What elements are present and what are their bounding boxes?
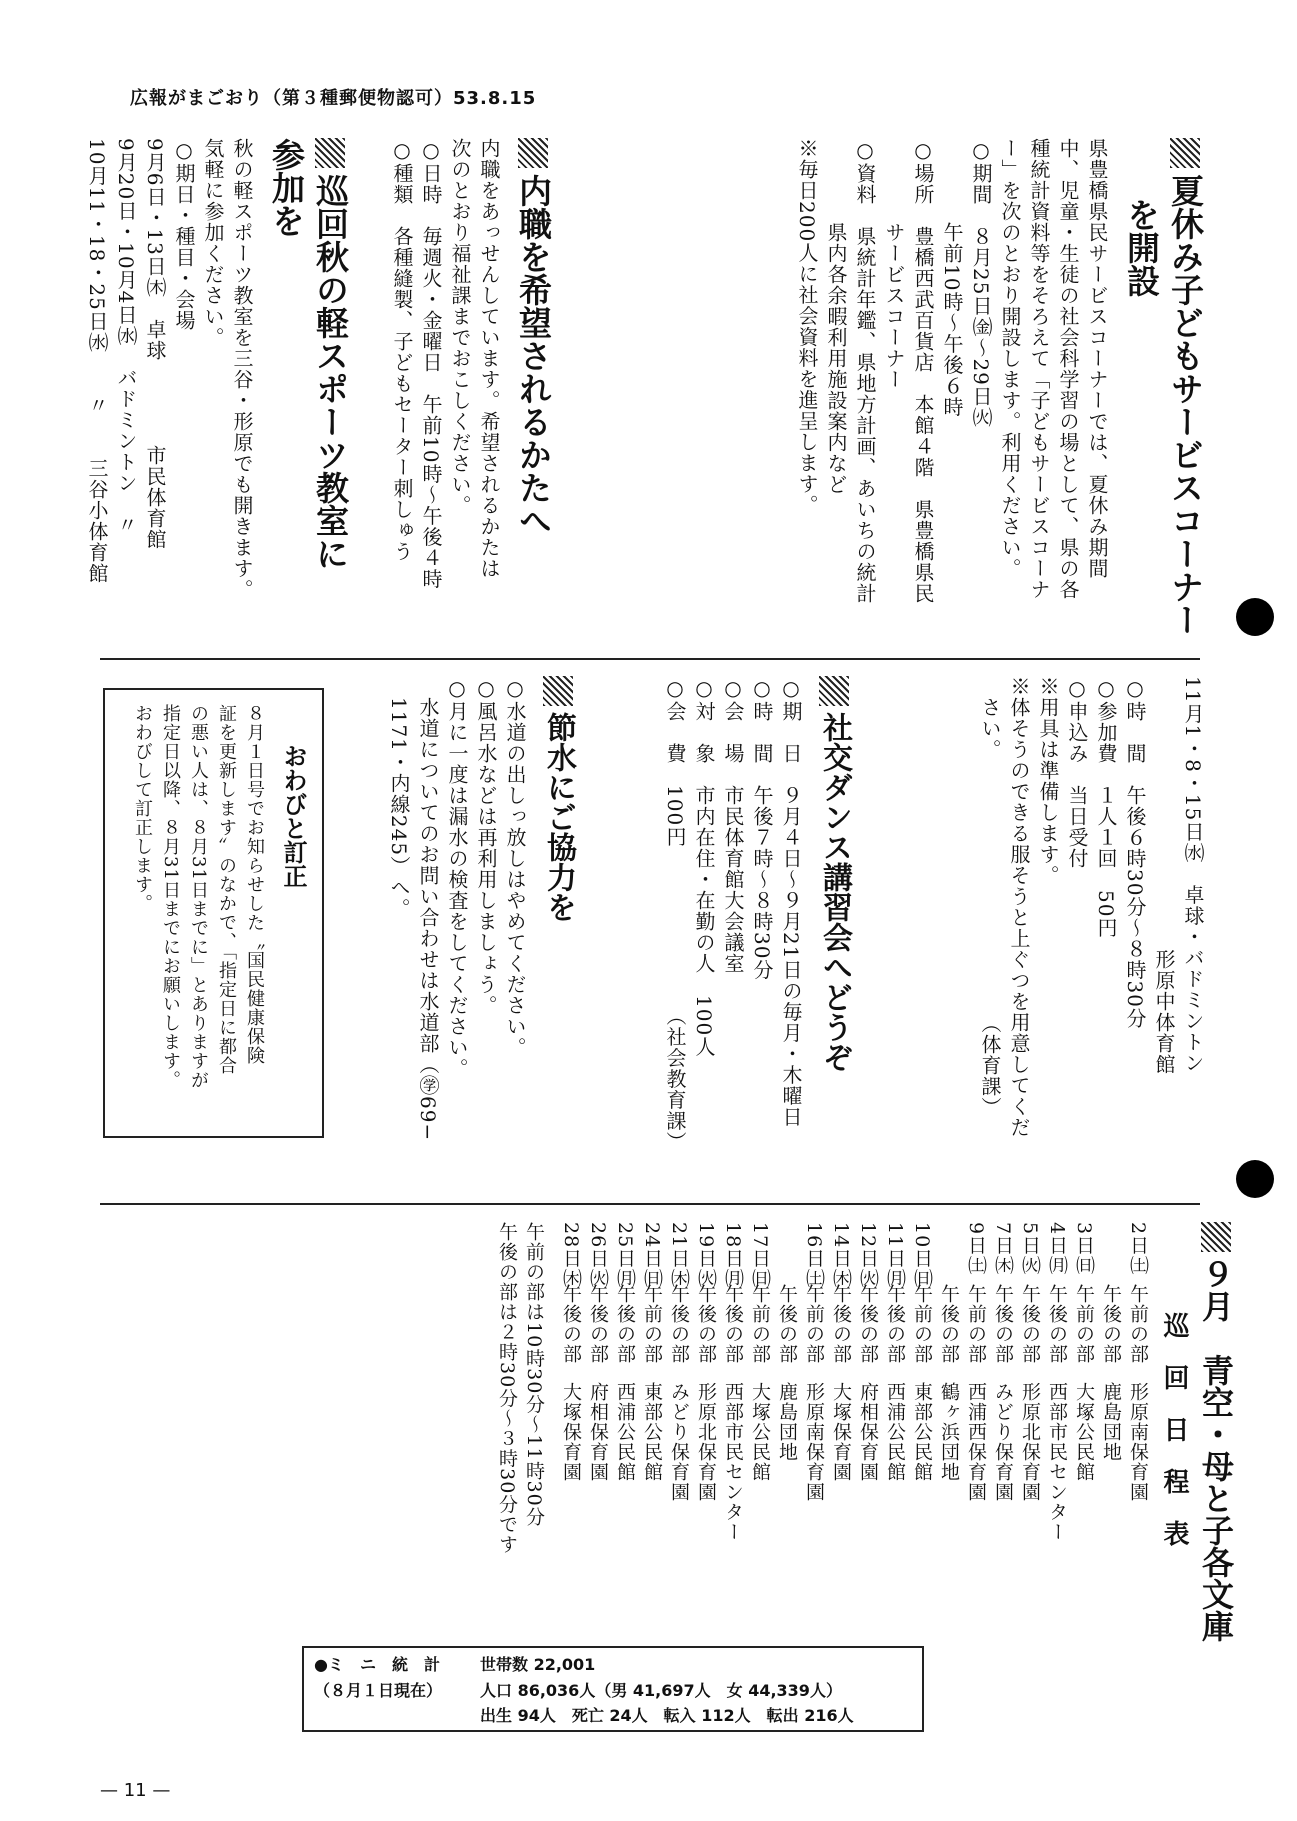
article-line: 9月20日・10月4日㈬ バドミントン 〃 — [114, 138, 138, 536]
hatch-marker — [315, 138, 345, 168]
article-line: 午前10時〜午後６時 — [940, 138, 964, 418]
schedule-place: 東部公民館 — [911, 1382, 933, 1482]
article-line: 県内各余暇利用施設案内など — [824, 138, 848, 495]
autumn-sports-title: 巡回秋の軽スポーツ教室に — [308, 138, 352, 643]
schedule-session: 午前の部 — [911, 1284, 933, 1364]
article-line: ○会 費 100円 （社会教育課） — [663, 676, 687, 1153]
article-line: ○期間 ８月25日㈮〜29日㈫ — [969, 138, 993, 428]
schedule-place: 鹿島団地 — [1100, 1382, 1122, 1462]
schedule-session: 午後の部 — [857, 1284, 879, 1364]
schedule-row — [827, 1222, 854, 1642]
schedule-day: 9日㈯ — [965, 1222, 987, 1276]
schedule-place: 大塚保育園 — [560, 1382, 582, 1482]
schedule-day: 10日㈰ — [911, 1222, 933, 1289]
schedule-session: 午前の部 — [803, 1284, 825, 1364]
article-line: ※用具は準備します。 — [1036, 676, 1060, 886]
schedule-session: 午後の部 — [587, 1284, 609, 1364]
article-line: 種統計資料等をそろえて「子どもサービスコーナ — [1027, 138, 1051, 600]
article-line: 内職をあっせんしています。希望されるかたは — [477, 138, 501, 579]
schedule-day: 24日㈰ — [641, 1222, 663, 1289]
article-line: の悪い人は、８月31日までに」とありますが — [188, 704, 209, 1090]
article-line: さい。 （体育課） — [978, 676, 1002, 1118]
hatch-marker — [543, 676, 573, 706]
schedule-row — [962, 1222, 989, 1642]
schedule-session: 午後の部 — [884, 1284, 906, 1364]
article-line: 1171・内線245）へ。 — [387, 676, 411, 920]
schedule-row — [584, 1222, 611, 1642]
schedule-row — [1097, 1222, 1124, 1642]
schedule-note: 午後の部は２時30分〜３時30分です — [496, 1222, 518, 1555]
schedule-place: 大塚公民館 — [749, 1382, 771, 1482]
schedule-day: 5日㈫ — [1019, 1222, 1041, 1276]
section-divider — [100, 1203, 1200, 1205]
schedule-day: 28日㈭ — [560, 1222, 582, 1289]
article-line: ※体そうのできる服そうと上ぐつを用意してくだ — [1007, 676, 1031, 1138]
summer-corner-subtitle: を開設 — [1122, 198, 1161, 297]
schedule-session: 午後の部 — [695, 1284, 717, 1364]
stats-population: 人口 86,036人（男 41,697人 女 44,339人） — [480, 1681, 842, 1700]
schedule-row — [1070, 1222, 1097, 1642]
article-line: 指定日以降、８月31日までにお願いします。 — [160, 704, 181, 1090]
schedule-place: 大塚保育園 — [830, 1382, 852, 1482]
publication-header: 広報がまごおり（第３種郵便物認可）53.8.15 — [130, 88, 537, 109]
schedule-place: みどり保育園 — [668, 1382, 690, 1502]
schedule-day: 2日㈯ — [1127, 1222, 1149, 1276]
schedule-row — [935, 1222, 962, 1642]
schedule-row — [800, 1222, 827, 1642]
schedule-place: 府相保育園 — [857, 1382, 879, 1482]
article-line: ○会 場 市民体育館大会議室 — [721, 676, 745, 974]
article-line: 11月1・8・15日㈬ 卓球・バドミントン — [1181, 676, 1205, 1074]
article-line: 中、児童・生徒の社会科学習の場として、県の各 — [1056, 138, 1080, 600]
schedule-row — [692, 1222, 719, 1642]
punch-hole — [1236, 1160, 1274, 1198]
schedule-session: 午前の部 — [1127, 1284, 1149, 1364]
article-line: 次のとおり福祉課までおこしください。 — [448, 138, 472, 516]
schedule-place: 大塚公民館 — [1073, 1382, 1095, 1482]
section-divider — [100, 658, 1200, 660]
bunko-schedule — [493, 1222, 1237, 1642]
water-saving-article — [384, 676, 579, 1186]
article-line: ○時 間 午後６時30分〜８時30分 — [1123, 676, 1147, 1029]
schedule-day: 3日㈰ — [1073, 1222, 1095, 1276]
article-line: ○風呂水などは再利用しましょう。 — [474, 676, 498, 1016]
article-line: 秋の軽スポーツ教室を三谷・形原でも開きます。 — [230, 138, 254, 600]
schedule-session: 午後の部 — [1019, 1284, 1041, 1364]
schedule-row — [746, 1222, 773, 1642]
article-line: 証を更新します〟のなかで、「指定日に都合 — [216, 704, 237, 1075]
stats-label: ●ミ ニ 統 計 — [314, 1655, 440, 1674]
punch-hole — [1236, 598, 1274, 636]
hatch-marker — [819, 676, 849, 706]
schedule-place: 形原南保育園 — [1127, 1382, 1149, 1502]
schedule-session: 午後の部 — [776, 1284, 798, 1364]
article-line: ○水道の出しっ放しはやめてください。 — [503, 676, 527, 1058]
schedule-place: 鹿島団地 — [776, 1382, 798, 1462]
schedule-session: 午後の部 — [614, 1284, 636, 1364]
schedule-row — [1043, 1222, 1070, 1642]
stats-date: （８月１日現在） — [314, 1681, 443, 1700]
schedule-row — [773, 1222, 800, 1642]
autumn-sports-article — [82, 138, 352, 643]
schedule-place: 府相保育園 — [587, 1382, 609, 1482]
schedule-session: 午後の部 — [1100, 1284, 1122, 1364]
schedule-row — [611, 1222, 638, 1642]
social-dance-title: 社交ダンス講習会へどうぞ — [813, 676, 855, 1186]
summer-corner-article — [792, 138, 1207, 643]
schedule-row — [665, 1222, 692, 1642]
apology-box — [103, 688, 324, 1138]
schedule-session: 午後の部 — [938, 1284, 960, 1364]
article-line: ○資料 県統計年鑑、県地方計画、あいちの統計 — [853, 138, 877, 604]
article-line: ８月１日号でお知らせした〝国民健康保険 — [244, 704, 265, 1065]
article-line: ○参加費 １人１回 50円 — [1094, 676, 1118, 939]
schedule-session: 午後の部 — [668, 1284, 690, 1364]
schedule-place: 東部公民館 — [641, 1382, 663, 1482]
schedule-place: 形原北保育園 — [1019, 1382, 1041, 1502]
hatch-marker — [1201, 1222, 1231, 1252]
schedule-place: 西部市民センター — [722, 1382, 744, 1542]
schedule-day: 21日㈭ — [668, 1222, 690, 1289]
schedule-session: 午前の部 — [749, 1284, 771, 1364]
article-line: ※毎日200人に社会資料を進呈します。 — [795, 138, 819, 516]
schedule-row — [1016, 1222, 1043, 1642]
schedule-day: 26日㈫ — [587, 1222, 609, 1289]
schedule-day: 14日㈭ — [830, 1222, 852, 1289]
summer-corner-title: 夏休み子どもサービスコーナー — [1163, 138, 1207, 643]
article-line: ー」を次のとおり開設します。利用ください。 — [998, 138, 1022, 579]
schedule-row — [989, 1222, 1016, 1642]
article-line: ○期 日 ９月４日〜９月21日の毎月・木曜日 — [779, 676, 803, 1128]
schedule-session: 午後の部 — [830, 1284, 852, 1364]
hatch-marker — [518, 138, 548, 168]
article-line: ○対 象 市内在住・在勤の人 100人 — [692, 676, 716, 1058]
schedule-subtitle: 巡 回 日 程 表 — [1159, 1312, 1189, 1546]
schedule-session: 午前の部 — [965, 1284, 987, 1364]
schedule-place: 西浦公民館 — [884, 1382, 906, 1482]
article-line: 10月11・18・25日㈬ 〃 三谷小体育館 — [85, 138, 109, 584]
schedule-day: 7日㈭ — [992, 1222, 1014, 1276]
schedule-title: ９月 青空・母と子各文庫 — [1195, 1222, 1237, 1642]
home-work-title: 内職を希望されるかたへ — [511, 138, 555, 643]
schedule-day: 12日㈫ — [857, 1222, 879, 1289]
article-line: ○申込み 当日受付 — [1065, 676, 1089, 869]
schedule-day: 11日㈪ — [884, 1222, 906, 1289]
article-line: おわびして訂正します。 — [132, 704, 153, 913]
schedule-row — [1124, 1222, 1151, 1642]
schedule-day: 16日㈯ — [803, 1222, 825, 1289]
autumn-sports-subtitle: 参加を — [267, 138, 306, 237]
schedule-row — [719, 1222, 746, 1642]
page-number: — 11 — — [100, 1780, 171, 1801]
schedule-place: みどり保育園 — [992, 1382, 1014, 1502]
article-line: 水道についてのお問い合わせは水道部（㊫69− — [416, 676, 440, 1142]
schedule-session: 午後の部 — [560, 1284, 582, 1364]
schedule-session: 午前の部 — [641, 1284, 663, 1364]
social-dance-article — [660, 676, 855, 1186]
article-line: ○月に一度は漏水の検査をしてください。 — [445, 676, 469, 1079]
schedule-row — [908, 1222, 935, 1642]
schedule-row — [854, 1222, 881, 1642]
water-saving-title: 節水にご協力を — [537, 676, 579, 1186]
schedule-row — [881, 1222, 908, 1642]
schedule-day: 4日㈪ — [1046, 1222, 1068, 1276]
article-line: 気軽に参加ください。 — [201, 138, 225, 348]
schedule-session: 午後の部 — [722, 1284, 744, 1364]
schedule-place: 形原南保育園 — [803, 1382, 825, 1502]
schedule-place: 西浦西保育園 — [965, 1382, 987, 1502]
home-work-article — [387, 138, 555, 643]
article-line: 形原中体育館 — [1152, 676, 1176, 1075]
schedule-row — [557, 1222, 584, 1642]
schedule-day: 18日㈪ — [722, 1222, 744, 1289]
article-line: ○期日・種目・会場 — [172, 138, 196, 331]
article-line: ○種類 各種縫製、子どもセーター刺しゅう — [390, 138, 414, 562]
schedule-session: 午後の部 — [1046, 1284, 1068, 1364]
article-line: ○時 間 午後７時〜８時30分 — [750, 676, 774, 981]
article-line: 県豊橋県民サービスコーナーでは、夏休み期間 — [1085, 138, 1109, 579]
schedule-place: 西部市民センター — [1046, 1382, 1068, 1542]
schedule-place: 西浦公民館 — [614, 1382, 636, 1482]
schedule-session: 午後の部 — [992, 1284, 1014, 1364]
schedule-day: 17日㈰ — [749, 1222, 771, 1289]
stats-movement: 出生 94人 死亡 24人 転入 112人 転出 216人 — [480, 1706, 854, 1725]
schedule-place: 形原北保育園 — [695, 1382, 717, 1502]
schedule-session: 午前の部 — [1073, 1284, 1095, 1364]
stats-households: 世帯数 22,001 — [480, 1655, 596, 1674]
mini-statistics-box — [302, 1646, 924, 1732]
schedule-place: 鶴ヶ浜団地 — [938, 1382, 960, 1482]
apology-title: おわびと訂正 — [279, 744, 307, 888]
article-line: ○日時 毎週火・金曜日 午前10時〜午後４時 — [419, 138, 443, 590]
article-line: ○場所 豊橋西武百貨店 本館４階 県豊橋県民 — [911, 138, 935, 604]
schedule-day: 25日㈪ — [614, 1222, 636, 1289]
schedule-row — [638, 1222, 665, 1642]
schedule-day: 19日㈫ — [695, 1222, 717, 1289]
schedule-note: 午前の部は10時30分〜11時30分 — [523, 1222, 545, 1527]
article-line: サービスコーナー — [882, 138, 906, 390]
article-line: 9月6日・13日㈭ 卓球 市民体育館 — [143, 138, 167, 550]
hatch-marker — [1170, 138, 1200, 168]
autumn-sports-continued — [975, 676, 1207, 1186]
